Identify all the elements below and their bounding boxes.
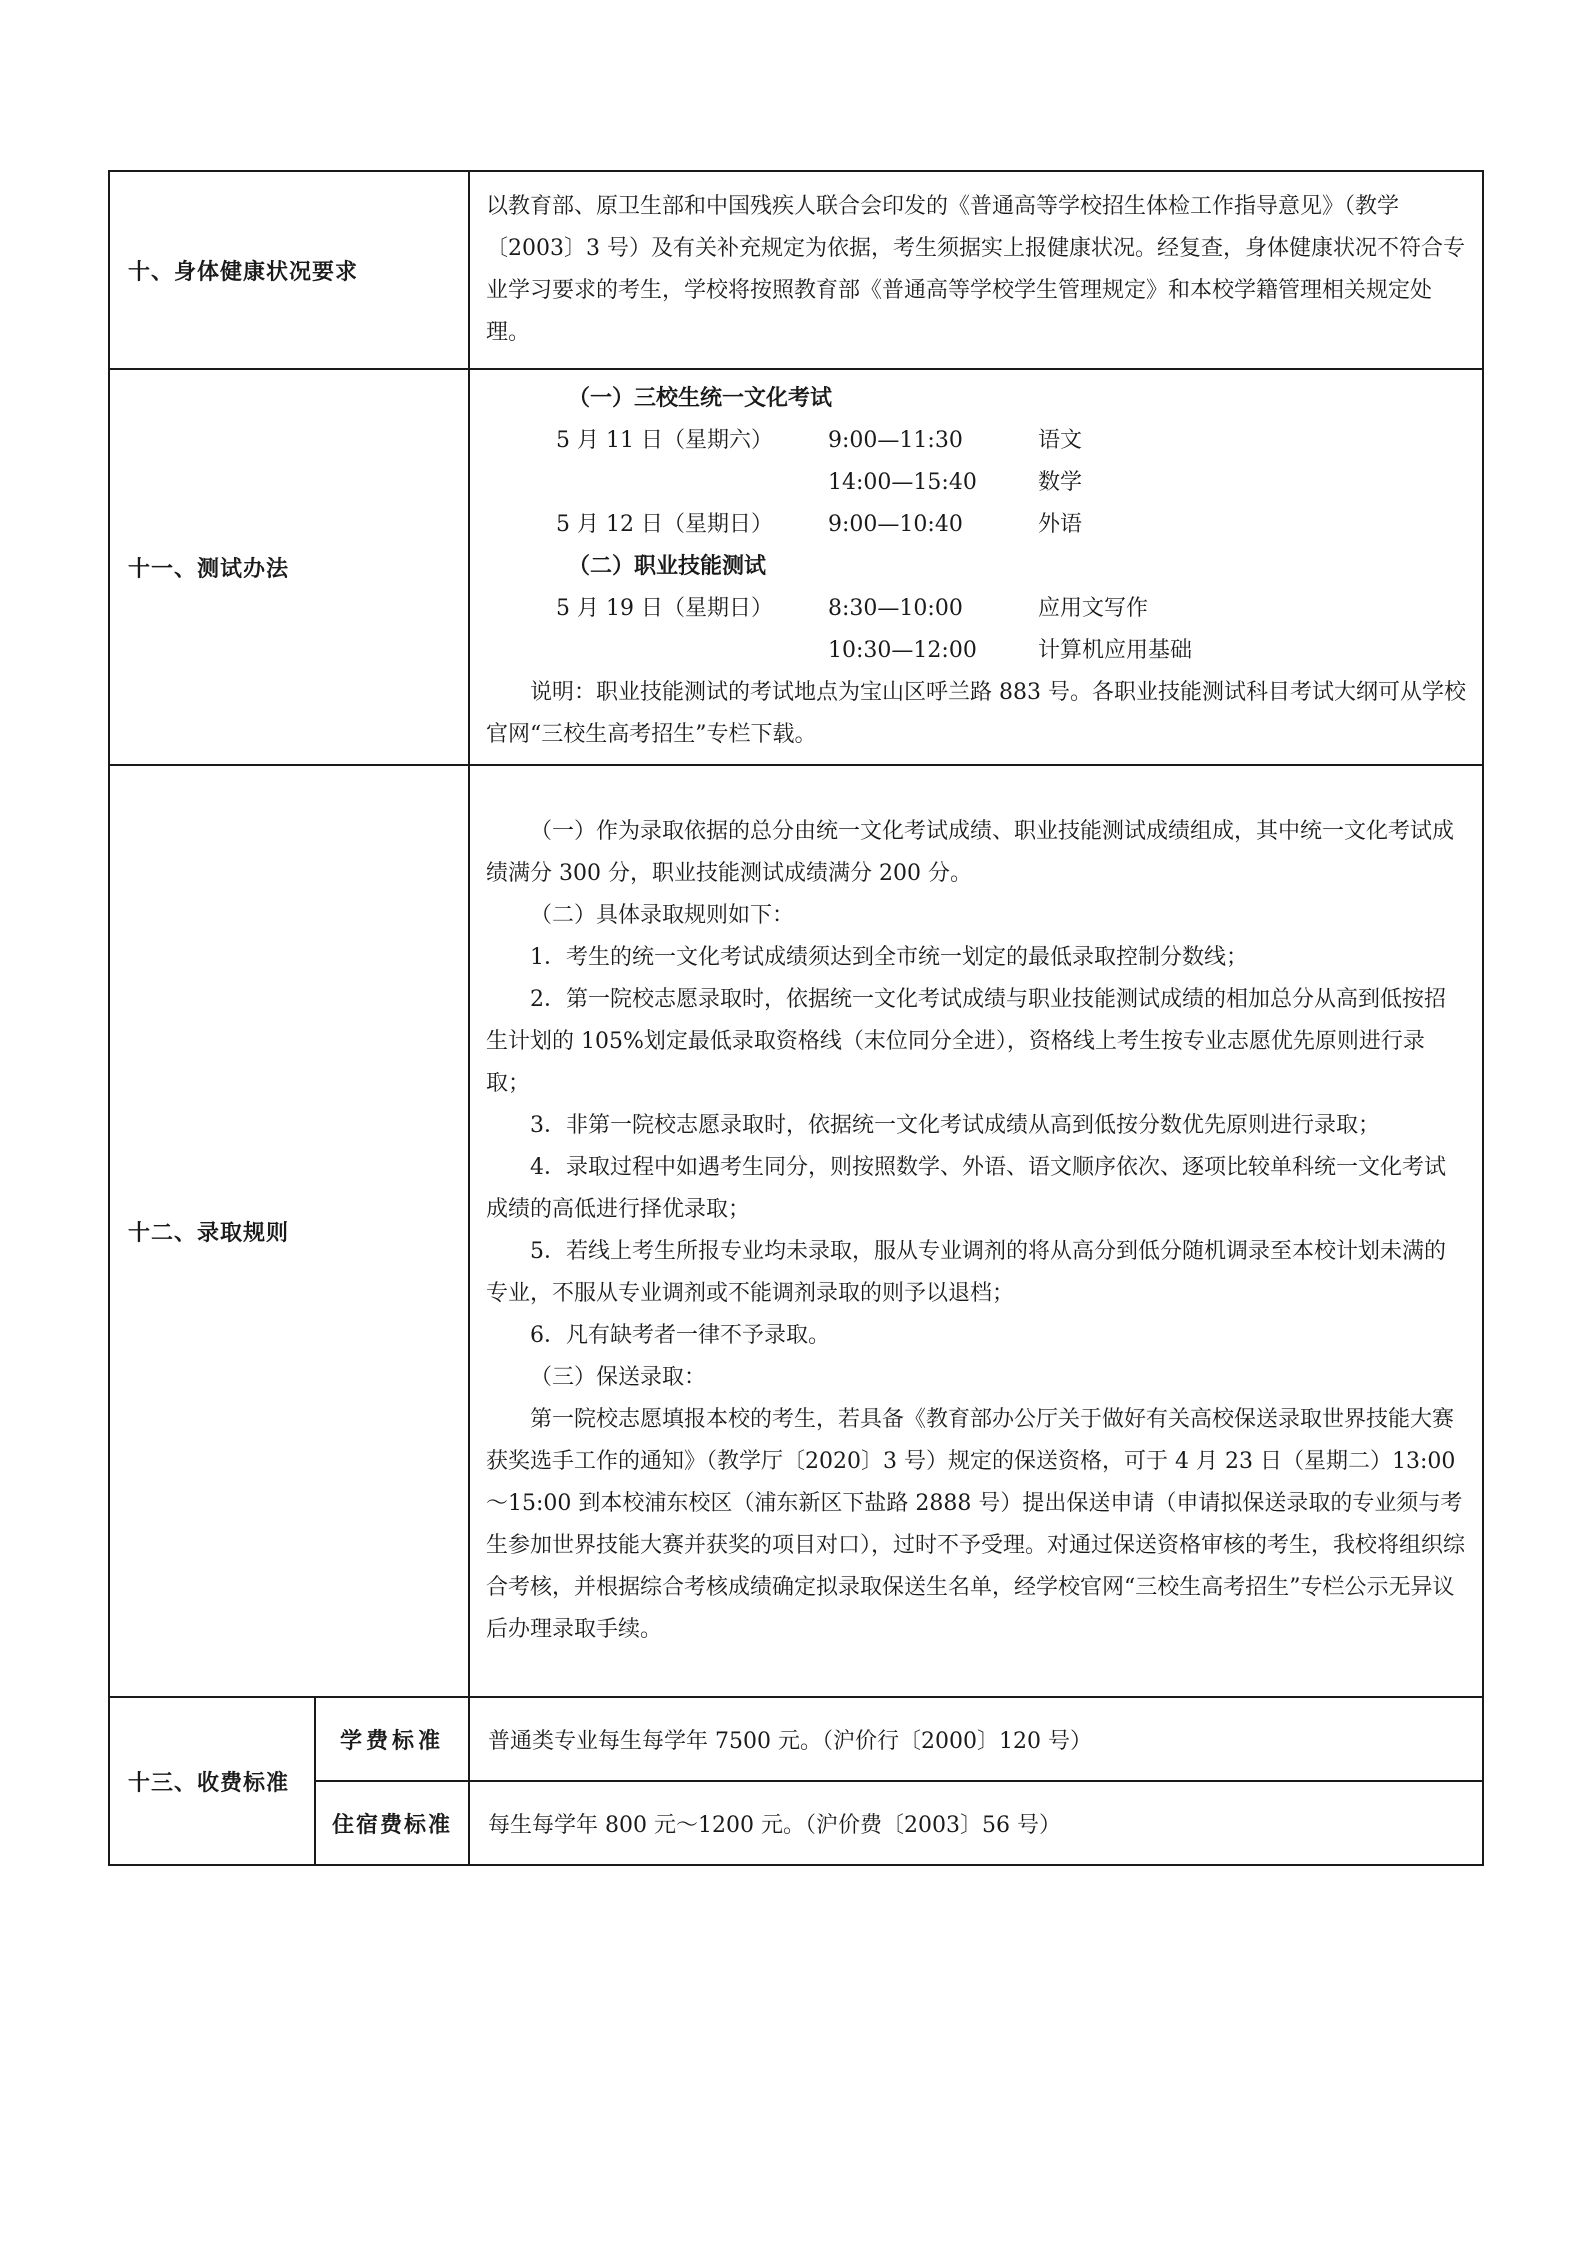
admission-paragraph: （三）保送录取： [530, 1365, 707, 1390]
schedule-time: 9:00—10:40 [828, 512, 963, 537]
schedule-row [486, 420, 1466, 462]
schedule-subject: 外语 [1038, 512, 1083, 537]
tuition-text: 普通类专业每生每学年 7500 元。（沪价行〔2000〕120 号） [469, 1697, 1483, 1781]
health-text: 以教育部、原卫生部和中国残疾人联合会印发的《普通高等学校招生体检工作指导意见》（教学〔2003〕3 号）及有关补充规定为依据，考生须据实上报健康状况。经复查，身体健康状况不符合专业学习要求的考生，学校将按照教育部《普通高等学校学生管理规定》和本校学籍管理相关规定处理。 [486, 194, 1465, 345]
row-content-test [469, 369, 1483, 765]
schedule-date: 5 月 11 日（星期六） [556, 428, 773, 453]
schedule-date [556, 462, 828, 504]
schedule-time: 9:00—11:30 [828, 428, 963, 453]
test-note: 说明：职业技能测试的考试地点为宝山区呼兰路 883 号。各职业技能测试科目考试大纲可从学校官网“三校生高考招生”专栏下载。 [486, 680, 1466, 747]
row-content-admission [469, 765, 1483, 1697]
table-row-test [109, 369, 1483, 765]
row-label-health: 十、身体健康状况要求 [109, 171, 469, 369]
schedule-row [486, 504, 1466, 546]
admission-paragraph: 第一院校志愿填报本校的考生，若具备《教育部办公厅关于做好有关高校保送录取世界技能大赛获奖选手工作的通知》（教学厅〔2020〕3 号）规定的保送资格，可于 4 月 23 日（星期二）13:00～15:00 到本校浦东校区（浦东新区下盐路 2888 号）提出保送申请（申请拟保送录取的专业须与考生参加世界技能大赛并获奖的项目对口），过时不予受理。对通过保送资格审核的考生，我校将组织综合考核，并根据综合考核成绩确定拟录取保送生名单，经学校官网“三校生高考招生”专栏公示无异议后办理录取手续。 [486, 1407, 1466, 1642]
schedule-subject: 数学 [1038, 470, 1083, 495]
admission-paragraph: 5．若线上考生所报专业均未录取，服从专业调剂的将从高分到低分随机调录至本校计划未满的专业，不服从专业调剂或不能调剂录取的则予以退档； [486, 1239, 1447, 1306]
dorm-text: 每生每学年 800 元～1200 元。（沪价费〔2003〕56 号） [469, 1781, 1483, 1865]
table-row-fees-dorm [109, 1781, 1483, 1865]
schedule-subject: 语文 [1038, 428, 1083, 453]
schedule-time: 14:00—15:40 [828, 470, 977, 495]
admission-paragraph: 2．第一院校志愿录取时，依据统一文化考试成绩与职业技能测试成绩的相加总分从高到低按招生计划的 105%划定最低录取资格线（末位同分全进），资格线上考生按专业志愿优先原则进行录取； [486, 987, 1447, 1096]
admission-paragraph: 4．录取过程中如遇考生同分，则按照数学、外语、语文顺序依次、逐项比较单科统一文化考试成绩的高低进行择优录取； [486, 1155, 1447, 1222]
schedule-time: 10:30—12:00 [828, 638, 977, 663]
row-label-fees: 十三、收费标准 [109, 1697, 315, 1865]
schedule-row [486, 588, 1466, 630]
admission-info-table [108, 170, 1484, 1866]
schedule-date: 5 月 12 日（星期日） [556, 512, 773, 537]
admission-paragraph: 3．非第一院校志愿录取时，依据统一文化考试成绩从高到低按分数优先原则进行录取； [530, 1113, 1381, 1138]
schedule-row [486, 630, 1466, 672]
schedule-subject: 计算机应用基础 [1038, 638, 1193, 663]
row-label-test: 十一、测试办法 [109, 369, 469, 765]
admission-paragraph: 6．凡有缺考者一律不予录取。 [530, 1323, 831, 1348]
tuition-label: 学费标准 [315, 1697, 469, 1781]
schedule-date [556, 630, 828, 672]
schedule-time: 8:30—10:00 [828, 596, 963, 621]
test-section-2-heading: （二）职业技能测试 [568, 554, 767, 579]
row-content-health [469, 171, 1483, 369]
schedule-subject: 应用文写作 [1038, 596, 1149, 621]
schedule-date: 5 月 19 日（星期日） [556, 596, 773, 621]
dorm-label: 住宿费标准 [315, 1781, 469, 1865]
table-row-fees-tuition [109, 1697, 1483, 1781]
table-row-health [109, 171, 1483, 369]
test-section-1-heading: （一）三校生统一文化考试 [568, 386, 833, 411]
admission-paragraph: （一）作为录取依据的总分由统一文化考试成绩、职业技能测试成绩组成，其中统一文化考试成绩满分 300 分，职业技能测试成绩满分 200 分。 [486, 819, 1455, 886]
admission-paragraph: （二）具体录取规则如下： [530, 903, 795, 928]
table-row-admission [109, 765, 1483, 1697]
admission-paragraph: 1．考生的统一文化考试成绩须达到全市统一划定的最低录取控制分数线； [530, 945, 1249, 970]
row-label-admission: 十二、录取规则 [109, 765, 469, 1697]
schedule-row [486, 462, 1466, 504]
